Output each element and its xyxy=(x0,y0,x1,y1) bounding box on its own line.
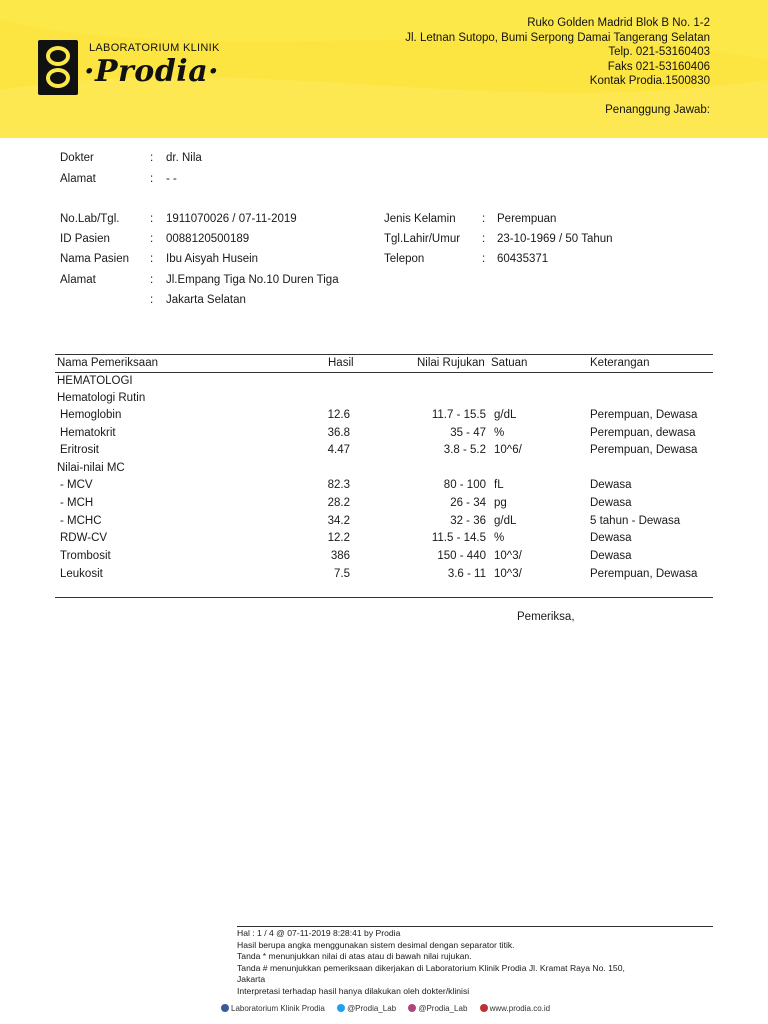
row-rujukan: 3.6 - 11 xyxy=(447,568,486,580)
row-keterangan: Perempuan, Dewasa xyxy=(590,409,698,421)
row-rujukan: 3.8 - 5.2 xyxy=(443,444,486,456)
row-hasil: 4.47 xyxy=(327,444,350,456)
lab-address xyxy=(405,16,710,118)
row-hasil: 386 xyxy=(330,550,350,562)
nama-pasien-value: Ibu Aisyah Husein xyxy=(166,253,259,265)
header-keterangan: Keterangan xyxy=(590,357,650,369)
dokter-alamat-label: Alamat xyxy=(60,173,96,185)
row-rujukan: 11.7 - 15.5 xyxy=(431,409,486,421)
row-name: Hemoglobin xyxy=(60,409,122,421)
row-hasil: 34.2 xyxy=(327,515,350,527)
table-top-rule xyxy=(55,354,713,355)
header-satuan: Satuan xyxy=(491,357,528,369)
row-name: Leukosit xyxy=(60,568,103,580)
nama-pasien-label: Nama Pasien xyxy=(60,253,130,265)
social-website[interactable]: www.prodia.co.id xyxy=(489,1004,551,1013)
prodia-logo-icon xyxy=(38,40,78,95)
row-satuan: g/dL xyxy=(494,515,517,527)
address-line: Kontak Prodia.1500830 xyxy=(589,75,710,88)
header-nilai-rujukan: Nilai Rujukan xyxy=(417,357,485,369)
row-name: - MCHC xyxy=(60,515,102,527)
facebook-icon xyxy=(221,1004,229,1012)
twitter-icon xyxy=(337,1004,345,1012)
social-links xyxy=(221,1004,560,1013)
row-keterangan: Dewasa xyxy=(590,497,632,509)
footer-page-info: Hal : 1 / 4 @ 07-11-2019 8:28:41 by Prodia xyxy=(237,928,401,938)
row-keterangan: Perempuan, dewasa xyxy=(590,427,696,439)
row-hasil: 12.2 xyxy=(327,532,350,544)
footer-note: Interpretasi terhadap hasil hanya dilakukan oleh dokter/klinisi xyxy=(237,985,470,996)
row-satuan: fL xyxy=(494,479,504,491)
row-satuan: 10^3/ xyxy=(494,550,522,562)
social-twitter[interactable]: @Prodia_Lab xyxy=(347,1004,397,1013)
jenis-kelamin-value: Perempuan xyxy=(497,213,557,225)
subsection-nilai-mc: Nilai-nilai MC xyxy=(57,462,125,474)
id-pasien-label: ID Pasien xyxy=(60,233,110,245)
row-name: - MCV xyxy=(60,479,93,491)
header-nama-pemeriksaan: Nama Pemeriksaan xyxy=(57,357,158,369)
pasien-alamat-label: Alamat xyxy=(60,274,96,286)
row-keterangan: Perempuan, Dewasa xyxy=(590,568,698,580)
row-keterangan: Dewasa xyxy=(590,479,632,491)
address-line: Ruko Golden Madrid Blok B No. 1-2 xyxy=(527,17,710,29)
row-name: RDW-CV xyxy=(60,532,108,544)
row-keterangan: 5 tahun - Dewasa xyxy=(590,515,681,527)
row-satuan: % xyxy=(494,532,505,544)
instagram-icon xyxy=(408,1004,416,1012)
row-hasil: 12.6 xyxy=(327,409,350,421)
tgl-lahir-label: Tgl.Lahir/Umur xyxy=(384,233,461,245)
dokter-label: Dokter xyxy=(60,152,94,164)
address-line: Jl. Letnan Sutopo, Bumi Serpong Damai Tangerang Selatan xyxy=(405,31,710,44)
footer-note: Hasil berupa angka menggunakan sistem desimal dengan separator titik. xyxy=(237,939,515,950)
logo-brand: ·Prodia· xyxy=(84,54,220,89)
penanggung-jawab: Penanggung Jawab: xyxy=(605,103,710,116)
dokter-alamat-value: - - xyxy=(166,173,177,185)
telepon-value: 60435371 xyxy=(497,253,549,265)
table-bottom-rule xyxy=(55,597,713,598)
id-pasien-value: 0088120500189 xyxy=(166,233,250,245)
jenis-kelamin-label: Jenis Kelamin xyxy=(384,213,456,225)
web-icon xyxy=(480,1004,488,1012)
pasien-alamat-value-2: Jakarta Selatan xyxy=(166,294,246,306)
row-keterangan: Dewasa xyxy=(590,550,632,562)
row-rujukan: 150 - 440 xyxy=(437,550,486,562)
nolab-label: No.Lab/Tgl. xyxy=(60,213,120,225)
header-hasil: Hasil xyxy=(328,357,354,369)
row-hasil: 28.2 xyxy=(327,497,350,509)
row-rujukan: 35 - 47 xyxy=(450,427,486,439)
colon: : xyxy=(150,253,154,265)
colon: : xyxy=(150,274,154,286)
colon: : xyxy=(150,173,154,185)
row-rujukan: 32 - 36 xyxy=(450,515,486,527)
colon: : xyxy=(482,213,486,225)
row-name: - MCH xyxy=(60,497,94,509)
dokter-value: dr. Nila xyxy=(166,152,202,164)
logo-subtitle: LABORATORIUM KLINIK xyxy=(89,42,220,54)
row-hasil: 7.5 xyxy=(334,568,350,580)
row-rujukan: 26 - 34 xyxy=(450,497,486,509)
row-rujukan: 11.5 - 14.5 xyxy=(431,532,486,544)
section-hematologi: HEMATOLOGI xyxy=(57,375,133,387)
row-keterangan: Perempuan, Dewasa xyxy=(590,444,698,456)
colon: : xyxy=(150,294,154,306)
address-line: Faks 021-53160406 xyxy=(607,60,710,73)
telepon-label: Telepon xyxy=(384,253,425,265)
tgl-lahir-value: 23-10-1969 / 50 Tahun xyxy=(497,233,613,245)
row-hasil: 36.8 xyxy=(327,427,350,439)
colon: : xyxy=(150,233,154,245)
row-satuan: 10^6/ xyxy=(494,444,522,456)
table-header-rule xyxy=(55,372,713,373)
row-keterangan: Dewasa xyxy=(590,532,632,544)
footer-note: Tanda # menunjukkan pemeriksaan dikerjakan di Laboratorium Klinik Prodia Jl. Kramat Raya No. 150, xyxy=(237,962,625,973)
colon: : xyxy=(150,152,154,164)
row-name: Eritrosit xyxy=(60,444,99,456)
row-satuan: 10^3/ xyxy=(494,568,522,580)
row-satuan: pg xyxy=(494,497,507,509)
row-rujukan: 80 - 100 xyxy=(443,479,486,491)
footer-rule xyxy=(237,926,713,927)
subsection-hematologi-rutin: Hematologi Rutin xyxy=(57,392,146,404)
pemeriksa-signature-label: Pemeriksa, xyxy=(517,611,575,623)
report-footer xyxy=(237,926,713,998)
social-instagram[interactable]: @Prodia_Lab xyxy=(418,1004,468,1013)
letterhead xyxy=(0,0,768,138)
social-facebook[interactable]: Laboratorium Klinik Prodia xyxy=(231,1004,325,1013)
colon: : xyxy=(482,233,486,245)
pasien-alamat-value-1: Jl.Empang Tiga No.10 Duren Tiga xyxy=(166,274,339,286)
row-satuan: g/dL xyxy=(494,409,517,421)
address-line: Telp. 021-53160403 xyxy=(608,46,710,59)
footer-note: Tanda * menunjukkan nilai di atas atau di bawah nilai rujukan. xyxy=(237,951,472,962)
row-name: Hematokrit xyxy=(60,427,116,439)
footer-note: Jakarta xyxy=(237,974,266,985)
colon: : xyxy=(482,253,486,265)
row-name: Trombosit xyxy=(60,550,111,562)
row-satuan: % xyxy=(494,427,505,439)
row-hasil: 82.3 xyxy=(327,479,350,491)
nolab-value: 1911070026 / 07-11-2019 xyxy=(166,213,297,225)
colon: : xyxy=(150,213,154,225)
